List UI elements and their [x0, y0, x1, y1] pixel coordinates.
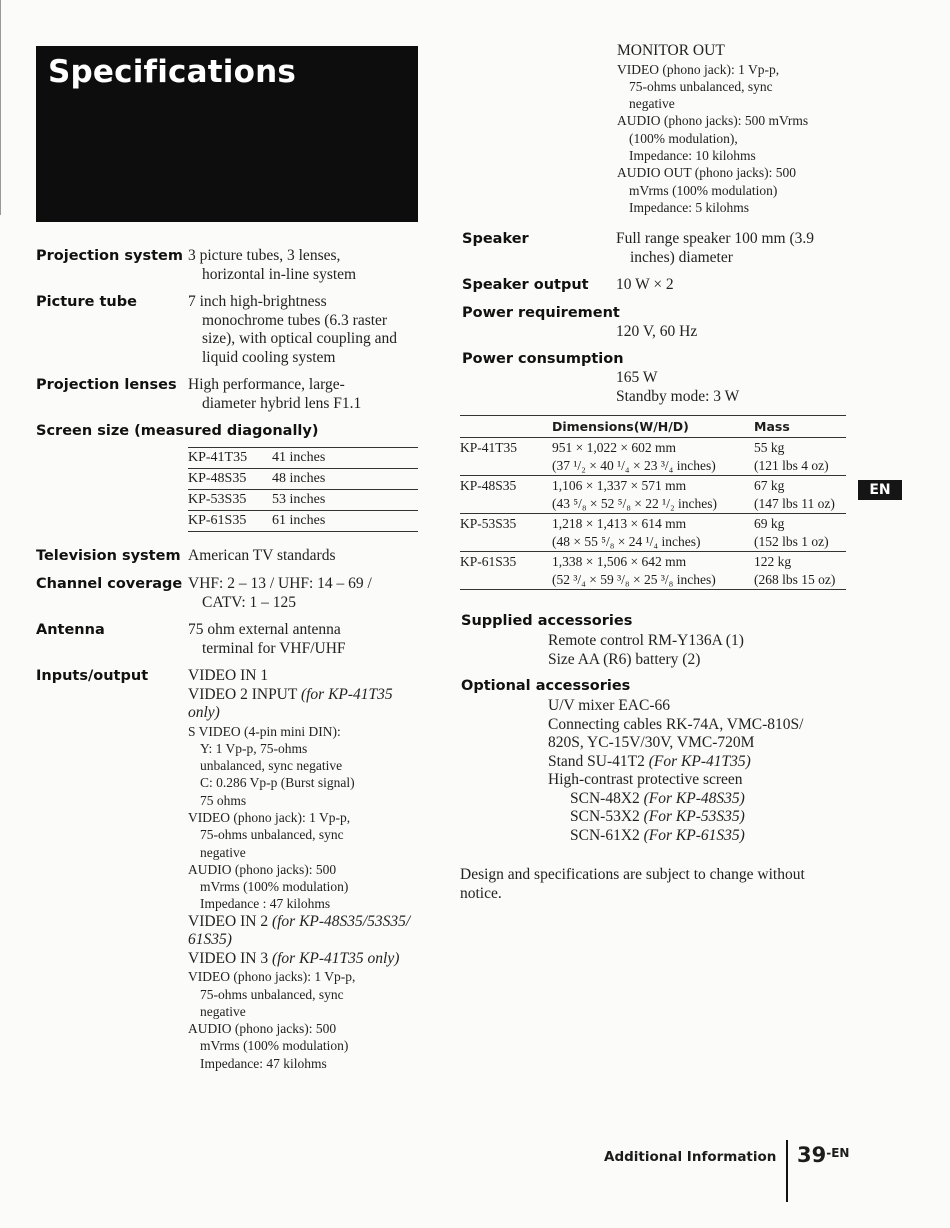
model-cell: KP-53S35: [460, 514, 552, 552]
model-cell: KP-41T35: [460, 438, 552, 476]
dimensions-cell: 951 × 1,022 × 602 mm (37 ¹/₂ × 40 ¹/₄ × 23 ³/₄ inches): [552, 438, 754, 476]
size-cell: 48 inches: [272, 469, 418, 490]
power-requirement-value: 120 V, 60 Hz: [616, 323, 698, 340]
section-footer-label: Additional Information: [604, 1149, 777, 1165]
supplied-accessories-label: Supplied accessories: [461, 613, 633, 629]
television-system-value: American TV standards: [188, 547, 336, 564]
screen-size-table: [188, 447, 418, 532]
channel-coverage-label: Channel coverage: [36, 576, 183, 592]
power-consumption-label: Power consumption: [462, 351, 624, 367]
video-in-3: VIDEO IN 3 (for KP-41T35 only): [188, 949, 400, 967]
table-row: [188, 490, 418, 511]
s-video-spec: S VIDEO (4-pin mini DIN): Y: 1 Vp-p, 75-ohms unbalanced, sync negative C: 0.286 Vp-p (Burst signal) 75 ohms VIDEO (phono jack): 1 Vp-p, 75-ohms unbalanced, sync negative AUDIO (phono jacks): 500 mVrms (100% modulation) Impedance : 47 kilohms: [188, 723, 355, 912]
table-row: [460, 438, 846, 476]
model-cell: KP-61S35: [460, 552, 552, 590]
model-cell: KP-48S35: [188, 469, 272, 490]
speaker-value: Full range speaker 100 mm (3.9 inches) diameter: [616, 230, 815, 266]
table-row: [460, 476, 846, 514]
list-item: SCN-61X2 (For KP-61S35): [570, 826, 745, 844]
mass-header: Mass: [754, 416, 846, 438]
table-row: [188, 469, 418, 490]
projection-lenses-label: Projection lenses: [36, 377, 177, 393]
antenna-label: Antenna: [36, 622, 105, 638]
model-cell: KP-48S35: [460, 476, 552, 514]
mass-cell: 67 kg (147 lbs 11 oz): [754, 476, 846, 514]
power-requirement-label: Power requirement: [462, 305, 620, 321]
video-in-1: VIDEO IN 1: [188, 667, 269, 684]
antenna-value: 75 ohm external antenna terminal for VHF/UHF: [188, 621, 346, 657]
change-notice: Design and specifications are subject to change without notice.: [460, 866, 805, 902]
footer-divider: [786, 1140, 788, 1202]
table-header-row: [460, 416, 846, 438]
dimensions-cell: 1,338 × 1,506 × 642 mm (52 ³/₄ × 59 ³/₈ × 25 ³/₈ inches): [552, 552, 754, 590]
size-cell: 53 inches: [272, 490, 418, 511]
inputs-output-label: Inputs/output: [36, 668, 149, 684]
size-cell: 41 inches: [272, 448, 418, 469]
speaker-output-value: 10 W × 2: [616, 276, 674, 293]
inputs-output-value: VIDEO IN 1 VIDEO 2 INPUT (for KP-41T35 only) S VIDEO (4-pin mini DIN): Y: 1 Vp-p, 75-ohms unbalanced, sync negative C: 0.286 Vp-p (Burst signal) 75 ohms VIDEO (phono jack): 1 Vp-p, 75-ohms unbalanced, sync negative AUDIO (phono jacks): 500 mVrms (100% modulation) Impedance : 47 kilohms VIDEO IN 2 (for KP-48S35/53S35/ 61S35) VIDEO IN 3 (for KP-41T35 only) VIDEO (phono jacks): 1 Vp-p, 75-ohms unbalanced, sync negative AUDIO (phono jacks): 500 mVrms (100% modulation) Impedance: 47 kilohms: [188, 667, 428, 1072]
optional-accessories-value: U/V mixer EAC-66 Connecting cables RK-74A, VMC-810S/ 820S, YC-15V/30V, VMC-720M Stand SU-41T2 (For KP-41T35) High-contrast protective screen SCN-48X2 (For KP-48S35) SCN-53X2 (For KP-53S35) SCN-61X2 (For KP-61S35): [548, 697, 848, 845]
language-badge: EN: [858, 480, 902, 500]
power-consumption-value: 165 W Standby mode: 3 W: [616, 369, 740, 405]
screen-size-label: Screen size (measured diagonally): [36, 423, 319, 439]
picture-tube-value: 7 inch high-brightness monochrome tubes (6.3 raster size), with optical coupling and liquid cooling system: [188, 293, 397, 366]
list-item: SCN-53X2 (For KP-53S35): [570, 808, 745, 825]
table-row: [460, 514, 846, 552]
mass-cell: 69 kg (152 lbs 1 oz): [754, 514, 846, 552]
mass-cell: 55 kg (121 lbs 4 oz): [754, 438, 846, 476]
page-number: $39^{-EN}$: [797, 1143, 850, 1167]
monitor-out-section: MONITOR OUT VIDEO (phono jack): 1 Vp-p, 75-ohms unbalanced, sync negative AUDIO (phono jacks): 500 mVrms (100% modulation), Impedance: 10 kilohms AUDIO OUT (phono jacks): 500 mVrms (100% modulation) Impedance: 5 kilohms: [617, 42, 857, 216]
channel-coverage-value: VHF: 2 – 13 / UHF: 14 – 69 / CATV: 1 – 125: [188, 575, 372, 611]
mass-cell: 122 kg (268 lbs 15 oz): [754, 552, 846, 590]
size-cell: 61 inches: [272, 511, 418, 532]
projection-system-label: Projection system: [36, 248, 183, 264]
page-title: Specifications: [48, 54, 297, 90]
table-row: [460, 552, 846, 590]
dimensions-cell: 1,218 × 1,413 × 614 mm (48 × 55 ⁵/₈ × 24 ¹/₄ inches): [552, 514, 754, 552]
monitor-out-heading: MONITOR OUT: [617, 42, 725, 59]
speaker-output-label: Speaker output: [462, 277, 589, 293]
page-edge-line: [0, 0, 1, 215]
picture-tube-label: Picture tube: [36, 294, 137, 310]
list-item: SCN-48X2 (For KP-48S35): [570, 789, 745, 807]
dimensions-header: Dimensions(W/H/D): [552, 416, 754, 438]
dimensions-table: [460, 415, 846, 590]
model-cell: KP-61S35: [188, 511, 272, 532]
video-2-input: VIDEO 2 INPUT (for KP-41T35: [188, 685, 393, 703]
supplied-accessories-value: Remote control RM-Y136A (1) Size AA (R6) battery (2): [548, 632, 744, 668]
video-in-3-spec: VIDEO (phono jacks): 1 Vp-p, 75-ohms unbalanced, sync negative AUDIO (phono jacks): 500 mVrms (100% modulation) Impedance: 47 kilohms: [188, 969, 356, 1071]
model-cell: KP-41T35: [188, 448, 272, 469]
television-system-label: Television system: [36, 548, 181, 564]
title-banner: [36, 46, 418, 222]
video-in-2: VIDEO IN 2 (for KP-48S35/53S35/: [188, 912, 411, 930]
optional-accessories-label: Optional accessories: [461, 678, 631, 694]
table-row: [188, 448, 418, 469]
projection-lenses-value: High performance, large- diameter hybrid lens F1.1: [188, 376, 362, 412]
dimensions-cell: 1,106 × 1,337 × 571 mm (43 ⁵/₈ × 52 ⁵/₈ × 22 ¹/₂ inches): [552, 476, 754, 514]
table-row: [188, 511, 418, 532]
model-cell: KP-53S35: [188, 490, 272, 511]
projection-system-value: 3 picture tubes, 3 lenses, horizontal in-line system: [188, 247, 357, 283]
speaker-label: Speaker: [462, 231, 529, 247]
